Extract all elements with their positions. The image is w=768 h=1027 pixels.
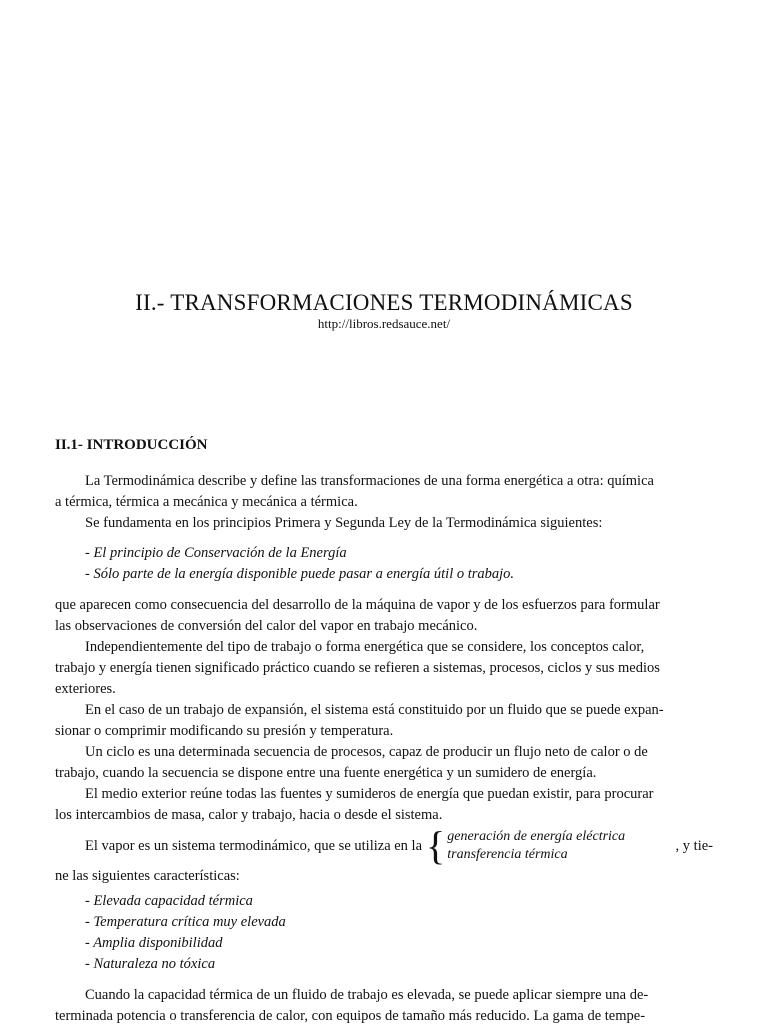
paragraph-8-tail: , y tie- xyxy=(675,837,713,854)
paragraph-6-line-2: trabajo, cuando la secuencia se dispone entre una fuente energética y un sumidero de energía. xyxy=(55,765,597,781)
page-title: II.- TRANSFORMACIONES TERMODINÁMICAS xyxy=(135,290,633,315)
principles-list xyxy=(55,543,713,585)
paragraph-2: Se fundamenta en los principios Primera y Segunda Ley de la Termodinámica siguientes: xyxy=(85,515,603,531)
paragraph-4-line-2: trabajo y energía tienen significado práctico cuando se refieren a sistemas, procesos, ciclos y sus medios xyxy=(55,660,660,676)
paragraph-3-line-1: que aparecen como consecuencia del desarrollo de la máquina de vapor y de los esfuerzos para formular xyxy=(55,597,660,613)
paragraph-8-lead: El vapor es un sistema termodinámico, que se utiliza en la xyxy=(85,837,423,854)
paragraph-4-line-3: exteriores. xyxy=(55,681,116,697)
characteristics-list xyxy=(55,891,713,975)
closing-block xyxy=(55,985,713,1027)
paragraph-9-line-1: Cuando la capacidad térmica de un fluido de trabajo es elevada, se puede aplicar siempre una de- xyxy=(85,987,649,1003)
section-heading: II.1- INTRODUCCIÓN xyxy=(55,437,208,453)
paragraph-5-line-1: En el caso de un trabajo de expansión, el sistema está constituido por un fluido que se puede expan- xyxy=(85,702,664,718)
paragraph-8-line-2: ne las siguientes características: xyxy=(55,868,240,884)
source-url: http://libros.redsauce.net/ xyxy=(317,316,451,331)
paragraph-7-line-2: los intercambios de masa, calor y trabajo, hacia o desde el sistema. xyxy=(55,807,443,823)
paragraph-1-line-2: a térmica, térmica a mecánica y mecánica a térmica. xyxy=(55,494,358,510)
list-item: - Naturaleza no tóxica xyxy=(85,956,216,972)
list-item: - Temperatura crítica muy elevada xyxy=(85,914,286,930)
paragraph-1-line-1: La Termodinámica describe y define las transformaciones de una forma energética a otra: química xyxy=(85,473,654,489)
paragraph-5-line-2: sionar o comprimir modificando su presión y temperatura. xyxy=(55,723,394,739)
steam-uses-block xyxy=(55,823,713,887)
steam-uses-row xyxy=(55,823,713,868)
brace-symbol: { xyxy=(426,823,446,868)
list-item: - Elevada capacidad térmica xyxy=(85,893,253,909)
intro-block-2 xyxy=(55,595,713,826)
list-item: - Sólo parte de la energía disponible puede pasar a energía útil o trabajo. xyxy=(85,566,515,582)
option-item: generación de energía eléctrica xyxy=(447,829,626,844)
option-item: transferencia térmica xyxy=(447,847,568,862)
intro-block-1 xyxy=(55,471,713,534)
paragraph-7-line-1: El medio exterior reúne todas las fuentes y sumideros de energía que puedan existir, para procurar xyxy=(85,786,654,802)
paragraph-6-line-1: Un ciclo es una determinada secuencia de procesos, capaz de producir un flujo neto de calor o de xyxy=(85,744,648,760)
list-item: - El principio de Conservación de la Energía xyxy=(85,545,347,561)
paragraph-3-line-2: las observaciones de conversión del calor del vapor en trabajo mecánico. xyxy=(55,618,478,634)
list-item: - Amplia disponibilidad xyxy=(85,935,223,951)
paragraph-9-line-2: terminada potencia o transferencia de calor, con equipos de tamaño más reducido. La gama de tempe- xyxy=(55,1008,646,1024)
steam-uses-options xyxy=(447,828,647,864)
paragraph-4-line-1: Independientemente del tipo de trabajo o forma energética que se considere, los conceptos calor, xyxy=(85,639,645,655)
